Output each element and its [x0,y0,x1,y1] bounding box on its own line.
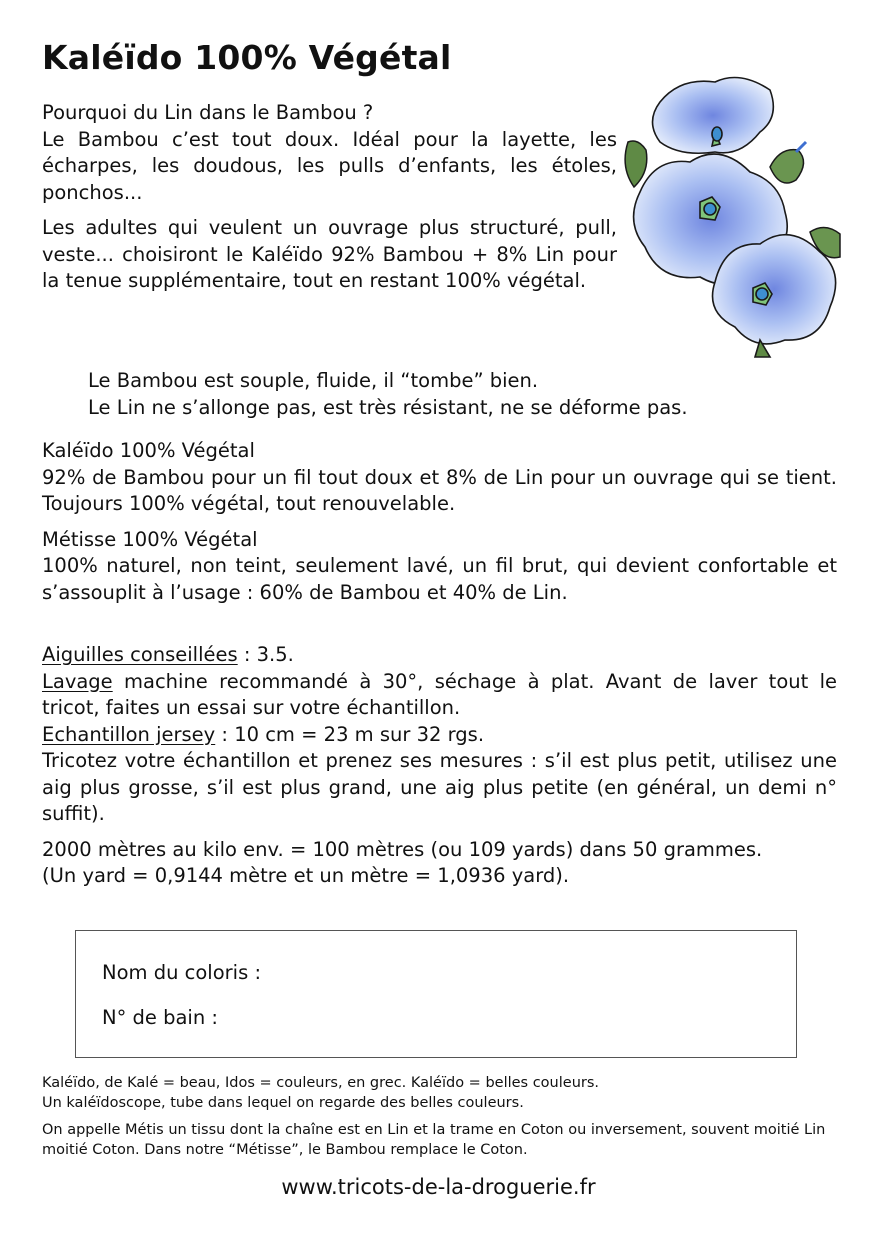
needles-value: : 3.5. [237,643,294,666]
product-metisse [42,527,837,607]
leaf-bud-right-top [770,142,806,183]
product-description: 92% de Bambou pour un fil tout doux et 8% de Lin pour un ouvrage qui se tient. Toujours 100% végétal, tout renouvelable. [42,465,837,515]
wash-line [42,669,837,722]
leaf-bud-left [625,141,647,187]
dye-lot-label: N° de bain : [102,1006,218,1029]
intro-section [42,100,617,295]
footnotes [42,1073,842,1160]
linen-property: Le Lin ne s’allonge pas, est très résistant, ne se déforme pas. [88,395,688,419]
footnote-metis: On appelle Métis un tissu dont la chaîne est en Lin et la trame en Coton ou inversement, souvent moitié Lin moitié Coton. Dans notre “Métisse”, le Bambou remplace le Coton. [42,1122,826,1158]
gauge-value: : 10 cm = 23 m sur 32 rgs. [215,722,485,746]
needles-line [42,642,837,669]
gauge-line [42,722,837,749]
care-instructions [42,642,837,890]
flower-top [653,78,774,154]
bamboo-property: Le Bambou est souple, fluide, il “tombe” bien. [88,369,539,392]
conversion-line: (Un yard = 0,9144 mètre et un mètre = 1,0936 yard). [42,864,570,887]
product-name: Métisse 100% Végétal [42,527,258,551]
fiber-properties [88,368,848,421]
product-kaleido [42,438,837,518]
color-name-label: Nom du coloris : [102,961,262,984]
label-box [75,930,797,1058]
needles-label: Aiguilles conseillées [42,643,238,666]
flower-bottom [713,235,836,357]
website-link[interactable]: www.tricots-de-la-droguerie.fr [281,1175,596,1199]
footnote-kaleido-etymology: Kaléïdo, de Kalé = beau, Idos = couleurs, en grec. Kaléïdo = belles couleurs. [42,1075,600,1091]
product-description: 100% naturel, non teint, seulement lavé, un fil brut, qui devient confortable et s’assouplit à l’usage : 60% de Bambou et 40% de Lin. [42,554,837,604]
intro-paragraph-2: Les adultes qui veulent un ouvrage plus structuré, pull, veste... choisiront le Kaléïdo 92% Bambou + 8% Lin pour la tenue supplémentaire, tout en restant 100% végétal. [42,216,617,292]
page-title: Kaléïdo 100% Végétal [42,38,452,77]
footnote-kaleidoscope: Un kaléïdoscope, tube dans lequel on regarde des belles couleurs. [42,1095,524,1111]
yardage-line: 2000 mètres au kilo env. = 100 mètres (ou 109 yards) dans 50 grammes. [42,837,763,861]
flax-flower-icon [620,72,842,362]
product-list [42,438,837,606]
flax-flower-illustration [620,72,842,362]
gauge-label: Echantillon jersey [42,722,216,746]
product-name: Kaléïdo 100% Végétal [42,439,255,462]
wash-label: Lavage [42,669,113,693]
intro-question: Pourquoi du Lin dans le Bambou ? [42,101,374,124]
intro-paragraph-1: Le Bambou c’est tout doux. Idéal pour la layette, les écharpes, les doudous, les pulls d’enfants, les étoles, ponchos... [42,127,617,204]
wash-text: machine recommandé à 30°, séchage à plat. Avant de laver tout le tricot, faites un essai sur votre échantillon. [42,669,837,719]
gauge-advice: Tricotez votre échantillon et prenez ses mesures : s’il est plus petit, utilisez une aig plus grosse, s’il est plus grand, une aig plus petite (en général, un demi n° suffit). [42,749,837,825]
